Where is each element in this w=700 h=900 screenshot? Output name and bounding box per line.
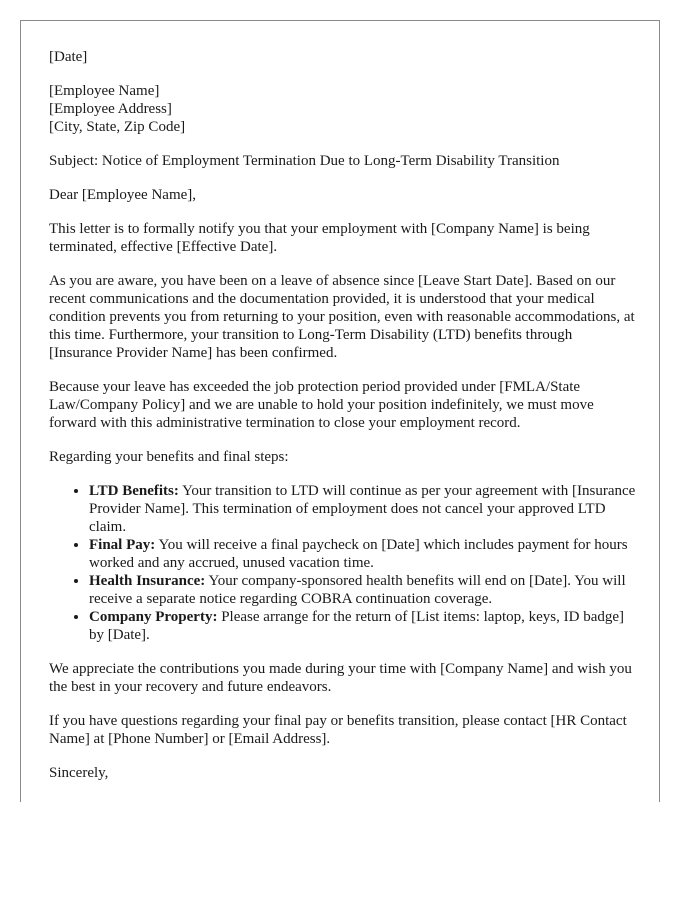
list-item-text: You will receive a final paycheck on [Date] which includes payment for hours worked and any accrued, unused vacation time. (89, 537, 628, 571)
list-item-company-property (89, 608, 639, 644)
benefits-list (49, 482, 639, 644)
list-item-text: Please arrange for the return of [List items: laptop, keys, ID badge] by [Date]. (89, 609, 624, 643)
recipient-city-line: [City, State, Zip Code] (49, 119, 186, 135)
list-item-label: Final Pay: (89, 537, 156, 553)
letter-body (49, 48, 639, 798)
subject-line: Subject: Notice of Employment Termination Due to Long-Term Disability Transition (49, 153, 560, 169)
paragraph-job-protection: Because your leave has exceeded the job protection period provided under [FMLA/State Law/Company Policy] and we are unable to hold your position indefinitely, we must move forward with this administrative termination to close your employment record. (49, 379, 594, 431)
list-item-text: Your transition to LTD will continue as per your agreement with [Insurance Provider Name]. This termination of employment does not cancel your approved LTD claim. (89, 483, 636, 535)
recipient-name: [Employee Name] (49, 83, 160, 99)
letter-page (20, 20, 660, 802)
paragraph-notification: This letter is to formally notify you that your employment with [Company Name] is being terminated, effective [Effective Date]. (49, 221, 590, 255)
list-item-text: Your company-sponsored health benefits will end on [Date]. You will receive a separate notice regarding COBRA continuation coverage. (89, 573, 626, 607)
paragraph-leave: As you are aware, you have been on a leave of absence since [Leave Start Date]. Based on our recent communications and the documentation provided, it is understood that your medical condition prevents you from returning to your position, even with reasonable accommodations, at this time. Furthermore, your transition to Long-Term Disability (LTD) benefits through [Insurance Provider Name] has been confirmed. (49, 273, 635, 361)
list-item-health-insurance (89, 572, 639, 608)
recipient-block (49, 82, 639, 136)
salutation: Dear [Employee Name], (49, 187, 197, 203)
sign-off: Sincerely, (49, 765, 109, 781)
list-item-label: Health Insurance: (89, 573, 206, 589)
recipient-address: [Employee Address] (49, 101, 172, 117)
paragraph-benefits-intro: Regarding your benefits and final steps: (49, 449, 289, 465)
list-item-ltd-benefits (89, 482, 639, 536)
list-item-label: LTD Benefits: (89, 483, 179, 499)
paragraph-contact: If you have questions regarding your final pay or benefits transition, please contact [HR Contact Name] at [Phone Number] or [Email Address]. (49, 713, 627, 747)
list-item-final-pay (89, 536, 639, 572)
letter-date: [Date] (49, 49, 88, 65)
list-item-label: Company Property: (89, 609, 218, 625)
paragraph-appreciation: We appreciate the contributions you made during your time with [Company Name] and wish you the best in your recovery and future endeavors. (49, 661, 632, 695)
